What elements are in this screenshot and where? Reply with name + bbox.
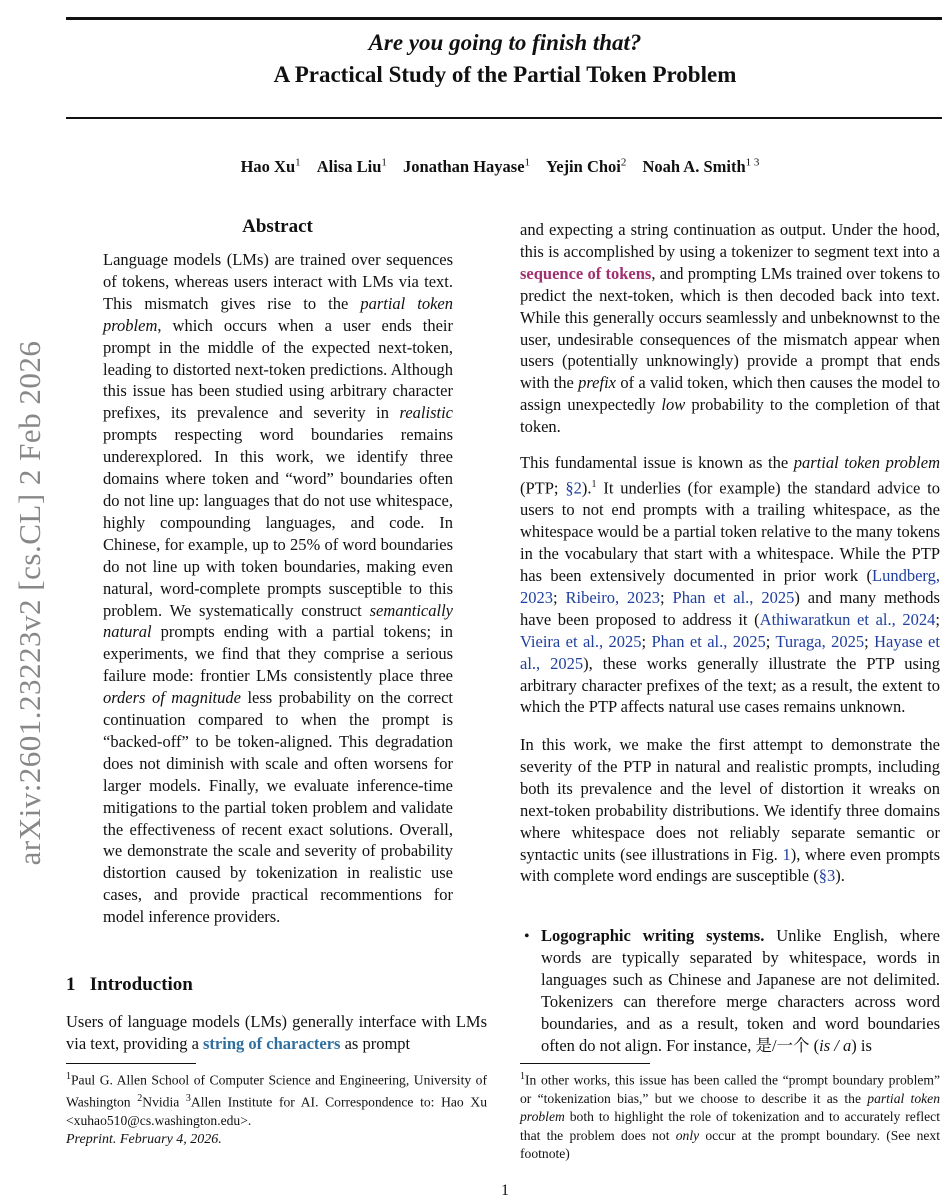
text-segment: Allen Institute for AI. Correspondence to: Hao Xu <xuhao510@cs.washington.edu>. — [66, 1094, 487, 1128]
text-segment: It underlies (for example) the standard advice to users to not end prompts with a trailing whitespace, as the whitespace would be a partial token relative to the many tokens in the vocabulary that start with a whitespace. While the PTP has been extensively documented in prior work ( — [520, 478, 940, 586]
text-segment: (PTP; — [520, 478, 566, 498]
top-rule — [66, 17, 942, 20]
text-segment: both to highlight the role of tokenization and to accurately reflect that the problem does not — [520, 1109, 940, 1143]
text-segment: ), where even prompts with complete word endings are susceptible ( — [520, 844, 940, 886]
footnote-marker: 1 — [66, 1071, 71, 1082]
citation-link[interactable]: Turaga, 2025 — [775, 631, 865, 651]
citation-link[interactable]: Phan et al., 2025 — [651, 631, 766, 651]
bullet-marker: • — [524, 928, 530, 945]
text-segment: less probability on the correct continuation compared to when the prompt is “backed-off” to be token-aligned. This degradation does not diminish with scale and often worsens for larger models. Finally, we evaluate inference-time mitigations to the partial token problem and validate the effectiveness of recent exact solutions. Overall, we demonstrate the scale and severity of probability distortion caused by tokenization in realistic use cases, and provide practical recommentions for model inference providers. — [103, 688, 454, 927]
text-segment: This fundamental issue is known as the — [520, 453, 794, 472]
text-segment: partial token problem — [520, 1090, 940, 1125]
text-segment: , which occurs when a user ends their prompt in the middle of the expected next-token, leading to distorted next-token predictions. Although this issue has been studied using arbitrary character prefixes, its prevalence and severity in — [103, 315, 453, 423]
text-segment: low — [661, 395, 686, 415]
citation-link[interactable]: Hayase et al., 2025 — [520, 631, 940, 673]
author: Hao Xu$^1$ — [240, 156, 301, 176]
text-segment: realistic — [399, 403, 453, 423]
title-line-2: A Practical Study of the Partial Token Problem — [273, 62, 737, 87]
citation-link[interactable]: §2 — [565, 478, 582, 498]
author-list — [0, 156, 942, 177]
footnote-marker: 3 — [185, 1092, 191, 1104]
text-segment: ). — [581, 478, 592, 498]
preprint-date: Preprint. February 4, 2026. — [66, 1132, 222, 1147]
title-line-1: Are you going to finish that? — [368, 30, 642, 55]
footnote-1 — [520, 1068, 940, 1164]
text-segment: ; — [864, 631, 875, 651]
text-segment: partial token problem — [103, 293, 453, 335]
text-segment: prompts ending with a partial tokens; in experiments, we find that they comprise a serious failure mode: frontier LMs consistently place three — [103, 622, 453, 686]
intro-paragraph — [520, 219, 940, 438]
text-segment: prefix — [578, 373, 616, 393]
text-segment: occur at the prompt boundary. (See next footnote) — [520, 1127, 940, 1162]
section-heading-introduction: 1 Introduction — [66, 974, 193, 995]
text-segment: Unlike English, where words are typically separated by whitespace, words in languages such as Chinese and Japanese are not delimited. Tokenizers can therefore merge characters across word boundaries, and as a result, token and word boundaries often do not align. For instance, 是/一个 ( — [541, 926, 941, 1055]
citation-link[interactable]: 1 — [782, 844, 791, 864]
text-segment: Logographic writing systems. — [541, 926, 765, 945]
citation-link[interactable]: sequence of tokens — [520, 263, 652, 283]
text-segment: ; — [641, 631, 652, 651]
text-segment: ; — [765, 631, 776, 651]
text-segment: is / a — [819, 1035, 852, 1055]
citation-link[interactable]: §3 — [818, 866, 836, 886]
citation-link[interactable]: Phan et al., 2025 — [672, 587, 795, 607]
author: Jonathan Hayase$^1$ — [403, 156, 531, 176]
citation-link[interactable]: Vieira et al., 2025 — [520, 631, 642, 651]
text-segment: Paul G. Allen School of Computer Science and Engineering, University of Washington — [66, 1072, 487, 1110]
page-number: 1 — [501, 1182, 509, 1199]
intro-paragraph — [520, 734, 940, 887]
text-segment: partial token problem — [793, 453, 940, 472]
footnote-rule — [520, 1063, 650, 1064]
text-segment: Users of language models (LMs) generally interface with LMs via text, providing a — [66, 1012, 487, 1053]
text-segment: ) and many methods have been proposed to address it ( — [520, 587, 940, 629]
text-segment: ; — [935, 609, 941, 629]
intro-paragraph — [520, 452, 940, 718]
citation-link[interactable]: Lundberg, 2023 — [520, 566, 940, 607]
text-segment: as prompt — [340, 1033, 411, 1053]
text-segment: and expecting a string continuation as output. Under the hood, this is accomplished by using a tokenizer to segment text into a — [520, 220, 940, 261]
text-segment: Nvidia — [142, 1094, 186, 1110]
citation-link[interactable]: string of characters — [203, 1033, 341, 1053]
text-segment: ), these works generally illustrate the PTP using arbitrary character prefixes of the text; as a result, the extent to which the PTP affects natural use cases remains unknown. — [520, 653, 940, 717]
author: Noah A. Smith$^{1 3}$ — [642, 156, 760, 176]
text-segment: , and prompting LMs trained over tokens to predict the next-token, which is then decoded back into text. While this generally occurs seamlessly and unbeknownst to the user, undesirable consequences of the mismatch appear when users (potentially unknowingly) provide a prompt that ends with the — [520, 263, 940, 393]
text-segment: Language models (LMs) are trained over sequences of tokens, whereas users interact with LMs via text. This mismatch gives rise to the — [103, 250, 453, 313]
text-segment: ; — [553, 587, 566, 607]
text-segment: only — [675, 1127, 700, 1143]
abstract-text — [103, 249, 453, 928]
text-segment: orders of magnitude — [103, 688, 241, 708]
citation-link[interactable]: Athiwaratkun et al., 2024 — [759, 609, 936, 629]
text-segment: prompts respecting word boundaries remains underexplored. In this work, we identify three domains where token and “word” boundaries often do not line up: languages that do not use whitespace, highly compounding languages, and code. In Chinese, for example, up to 25% of word boundaries do not line up with token boundaries, making even natural, word-complete prompts susceptible to this problem. We systematically construct — [103, 425, 453, 620]
footnote-rule — [66, 1063, 196, 1064]
text-segment: semantically natural — [103, 600, 453, 642]
text-segment: ). — [835, 866, 845, 886]
arxiv-identifier: arXiv:2601.23223v2 [cs.CL] 2 Feb 2026 — [12, 340, 47, 866]
title-rule — [66, 117, 942, 119]
citation-link[interactable]: Ribeiro, 2023 — [565, 587, 661, 607]
text-segment: In this work, we make the first attempt to demonstrate the severity of the PTP in natural and realistic prompts, including both its prevalence and the level of distortion it wreaks on next-token probability distributions. We identify three domains where whitespace does not reliably separate semantic or syntactic units (see illustrations in Fig. — [520, 735, 940, 864]
footnote-marker: 1 — [520, 1071, 525, 1082]
footnote-marker: 2 — [137, 1092, 143, 1104]
author: Alisa Liu$^1$ — [316, 156, 387, 176]
affiliation-footnote — [66, 1068, 487, 1130]
abstract-heading: Abstract — [242, 216, 313, 237]
text-segment: ) is — [851, 1035, 872, 1055]
text-segment: of a valid token, which then causes the model to assign unexpectedly — [520, 373, 940, 415]
author: Yejin Choi$^2$ — [546, 156, 627, 176]
intro-paragraph — [66, 1011, 487, 1055]
text-segment: In other works, this issue has been called the “prompt boundary problem” or “tokenization bias,” but we choose to describe it as the — [520, 1072, 940, 1106]
footnote-marker: 1 — [591, 478, 597, 490]
bullet-item-logographic — [541, 925, 940, 1056]
text-segment: probability to the completion of that token. — [520, 395, 940, 437]
text-segment: ; — [660, 587, 673, 607]
